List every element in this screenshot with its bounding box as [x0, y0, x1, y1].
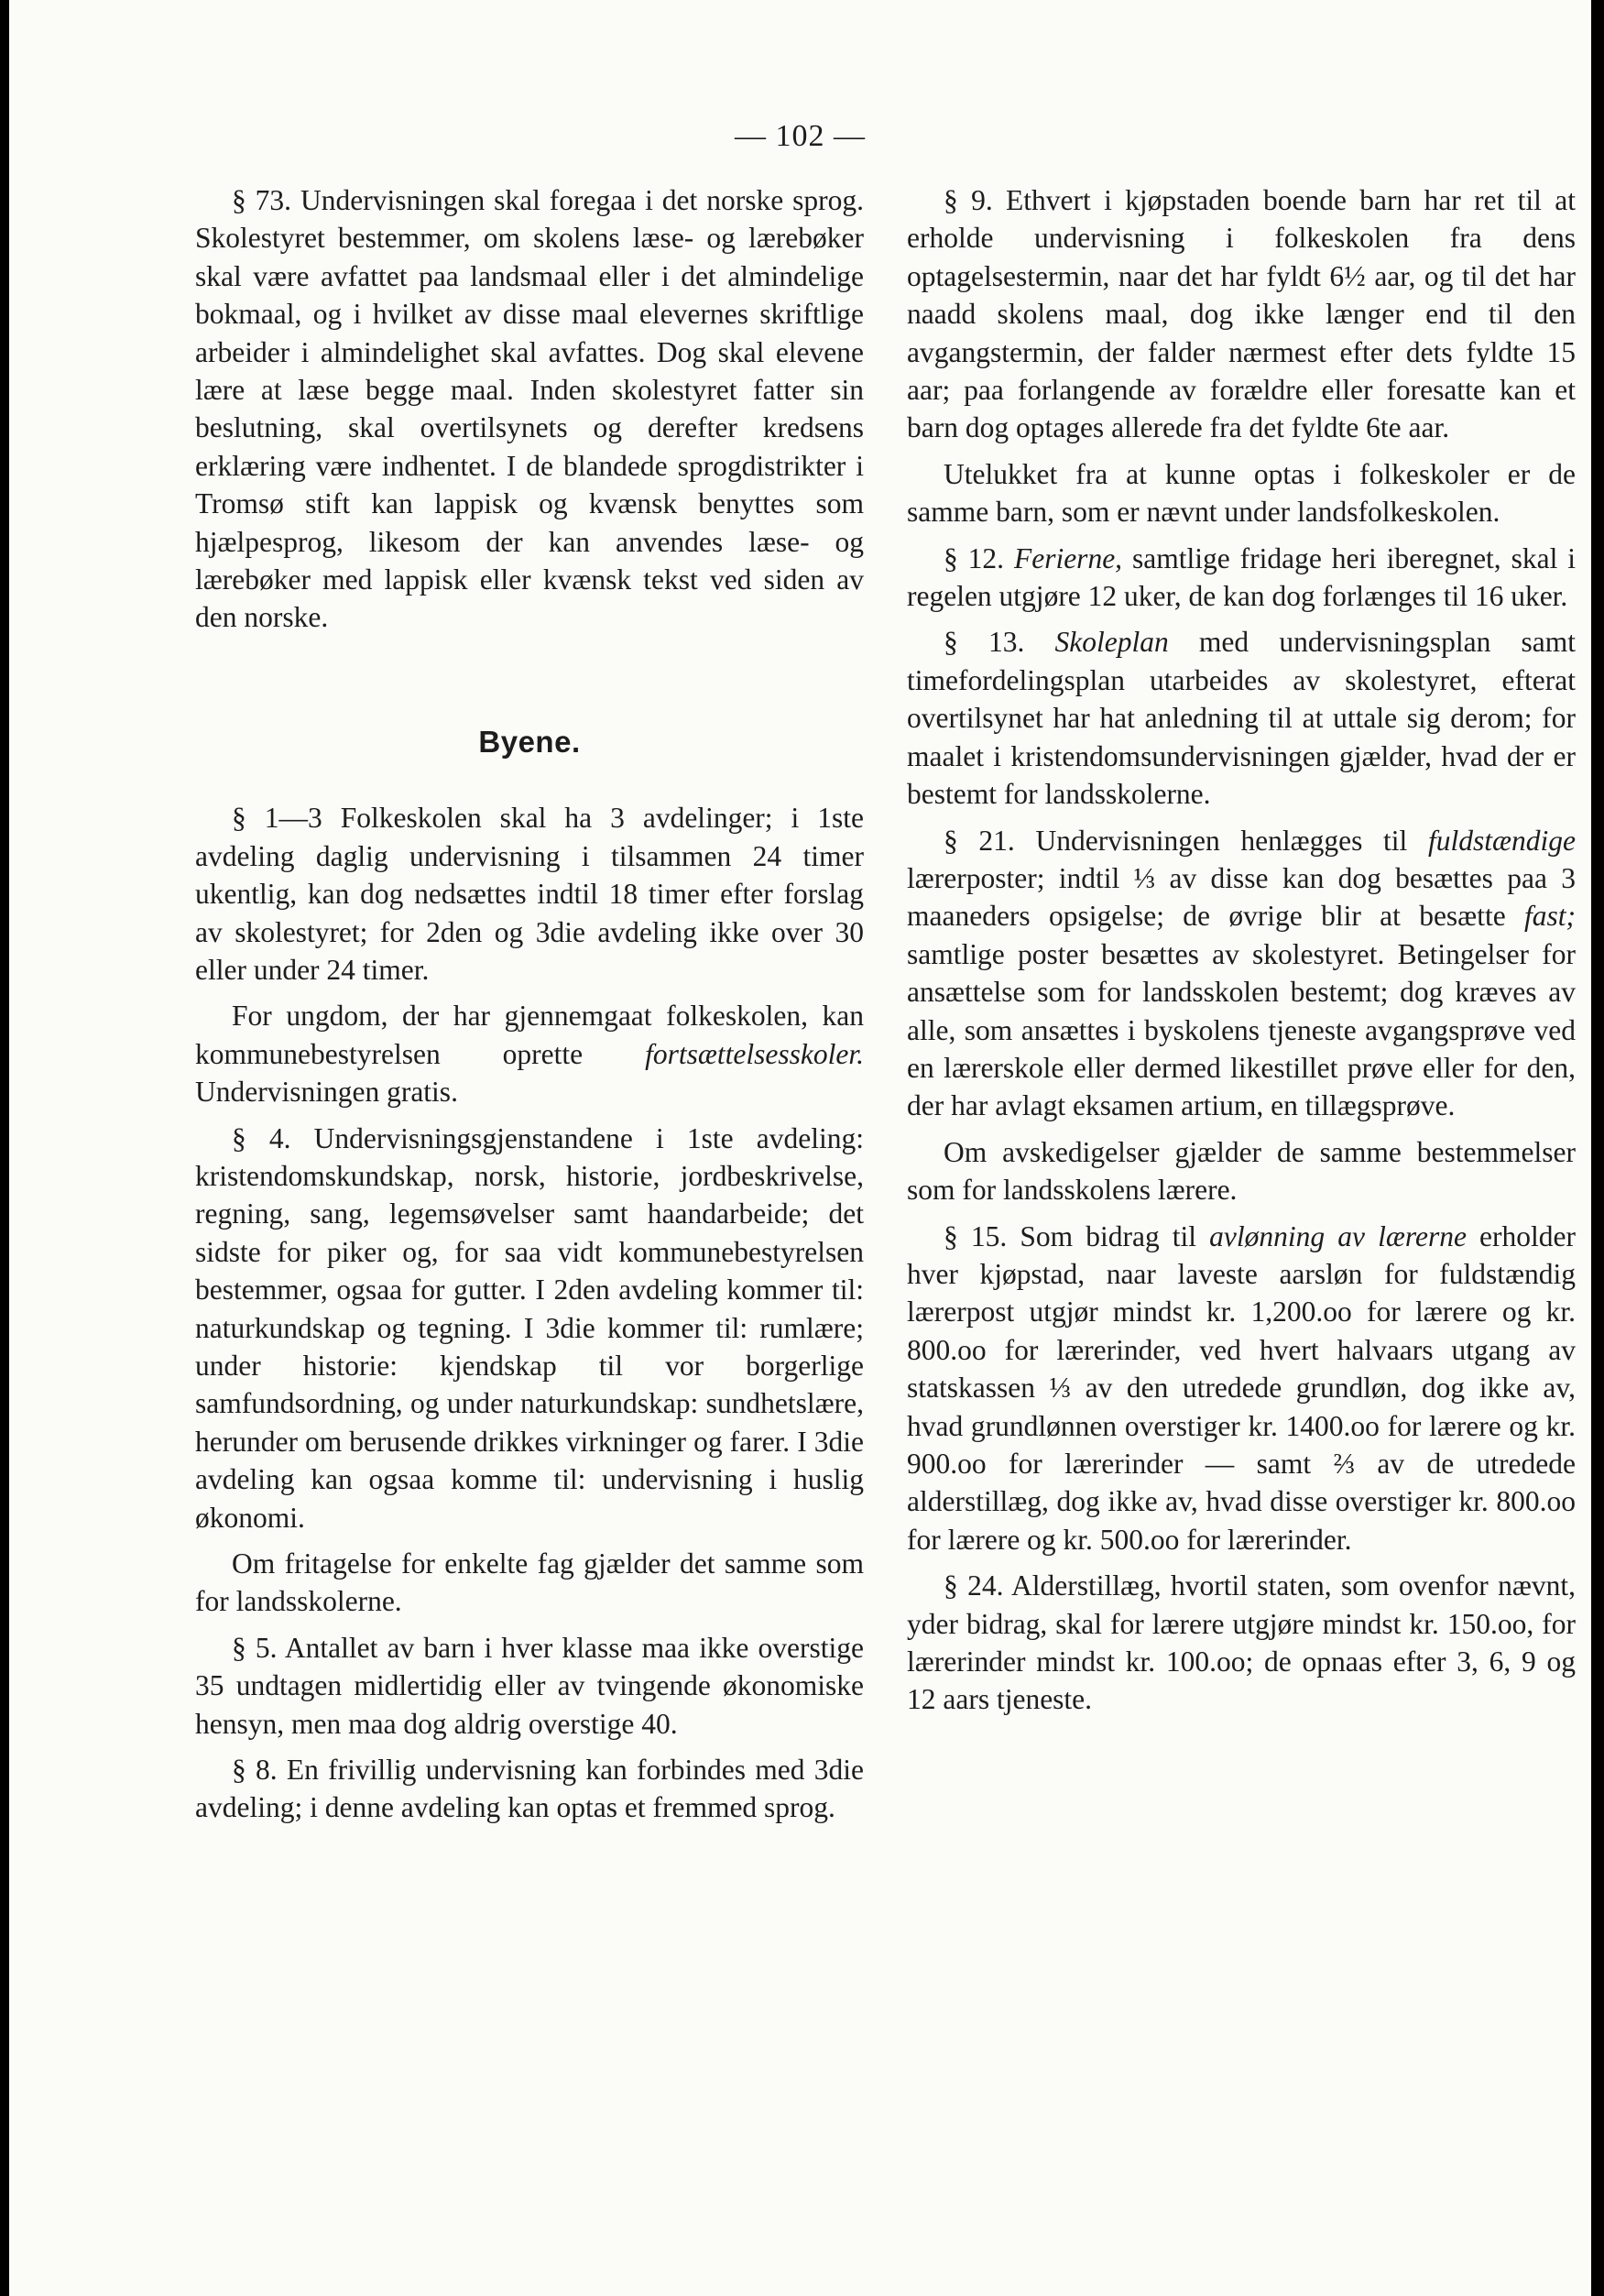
- text-run: § 13.: [944, 626, 1055, 659]
- text-run: lærerposter; indtil ⅓ av disse kan dog besættes paa 3 maaneders opsigelse; de øvrige blir at besætte: [907, 861, 1576, 933]
- paragraph-24: § 24. Alderstillæg, hvortil staten, som ovenfor nævnt, yder bidrag, skal for lærere utgjøre mindst kr. 150.oo, for lærerinder mindst kr. 100.oo; de opnaas efter 3, 6, 9 og 12 aars tjeneste.: [907, 1569, 1576, 1716]
- paragraph-73: § 73. Undervisningen skal foregaa i det norske sprog. Skolestyret bestemmer, om skolens læse- og lærebøker skal være avfattet paa landsmaal eller i det almindelige bokmaal, og i hvilket av disse maal elevernes skriftlige arbeider i almindelighet skal avfattes. Dog skal elevene lære at læse begge maal. Inden skolestyret fatter sin beslutning, skal overtilsynets og derefter kredsens erklæring være indhentet. I de blandede sprogdistrikter i Tromsø stift kan lappisk og kvænsk benyttes som hjælpesprog, likesom der kan anvendes læse- og lærebøker med lappisk eller kvænsk tekst ved siden av den norske.: [195, 184, 864, 634]
- paragraph-9: § 9. Ethvert i kjøpstaden boende barn har ret til at erholde undervisning i folkeskolen fra dens optagelsestermin, naar det har fyldt 6½ aar, og til det har naadd skolens maal, dog ikke længer end til den avgangstermin, der falder nærmest efter dets fyldte 15 aar; paa forlangende av forældre eller foresatte kan et barn dog optages allerede fra det fyldte 6te aar.: [907, 184, 1576, 444]
- paragraph-utelukket: Utelukket fra at kunne optas i folkeskoler er de samme barn, som er nævnt under landsfolkeskolen.: [907, 457, 1576, 529]
- paragraph-5: § 5. Antallet av barn i hver klasse maa ikke overstige 35 undtagen midlertidig eller av tvingende økonomiske hensyn, men maa dog aldrig overstige 40.: [195, 1631, 864, 1740]
- right-column: [907, 181, 1576, 1727]
- paragraph-fortsaettelsesskoler: [195, 997, 864, 1110]
- emphasis-fortsaettelsesskoler: fortsættelsesskoler.: [645, 1037, 864, 1070]
- paragraph-fritagelse: Om fritagelse for enkelte fag gjælder det samme som for landsskolerne.: [195, 1547, 864, 1618]
- document-page: [9, 0, 1591, 2296]
- emphasis-ferierne: Ferierne,: [1013, 541, 1123, 574]
- text-run: samtlige poster besættes av skolestyret. Betingelser for ansættelse som for landsskolen bestemt; dog kræves av alle, som ansættes i byskolens tjeneste avgangsprøve ved en lærerskole eller dermed likestillet prøve eller for den, der har avlagt eksamen artium, en tillægsprøve.: [907, 937, 1576, 1122]
- emphasis-fuldstaendige: fuldstændige: [1427, 824, 1576, 857]
- page-number: — 102 —: [735, 119, 866, 153]
- text-run: samtlige fridage heri iberegnet, skal i regelen utgjøre 12 uker, de kan dog forlænges til 16 uker.: [907, 541, 1577, 613]
- emphasis-skoleplan: Skoleplan: [1054, 626, 1169, 659]
- paragraph-8: § 8. En frivillig undervisning kan forbindes med 3die avdeling; i denne avdeling kan optas et fremmed sprog.: [195, 1754, 864, 1824]
- section-heading-byene: Byene.: [478, 724, 581, 759]
- paragraph-21: [907, 822, 1576, 1125]
- paragraph-15: [907, 1218, 1576, 1559]
- text-run: med undervisningsplan samt timefordelingsplan utarbeides av skolestyret, efterat overtilsynet har hat anledning til at uttale sig derom; for maalet i kristendomsundervisningen gjælder, hvad der er bestemt for landsskolerne.: [907, 626, 1577, 811]
- text-run: For ungdom, der har gjennemgaat folkeskolen, kan kommunebestyrelsen oprette: [195, 1000, 864, 1070]
- paragraph-avskedigelser: Om avskedigelser gjælder de samme bestemmelser som for landsskolens lærere.: [907, 1135, 1576, 1207]
- text-run: § 21. Undervisningen henlægges til: [944, 824, 1428, 857]
- text-run: § 12.: [944, 541, 1014, 574]
- paragraph-4: § 4. Undervisningsgjenstandene i 1ste avdeling: kristendomskundskap, norsk, historie, jordbeskrivelse, regning, sang, legemsøvelser samt haandarbeide; det sidste for piker og, for saa vidt kommunebestyrelsen bestemmer, ogsaa for gutter. I 2den avdeling kommer til: naturkundskap og tegning. I 3die kommer til: rumlære; under historie: kjendskap til vor borgerlige samfundsordning, og under naturkundskap: sundhetslære, herunder om berusende drikkes virkninger og farer. I 3die avdeling kan ogsaa komme til: undervisning i huslig økonomi.: [195, 1121, 864, 1534]
- left-column: [195, 181, 864, 1835]
- paragraph-13: [907, 623, 1576, 813]
- text-run: erholder hver kjøpstad, naar laveste aarsløn for fuldstændig lærerpost utgjør mindst kr. 1,200.oo for lærere og kr. 800.oo for lærerinder, ved hvert halvaars utgang av statskassen ⅓ av den utredede grundløn, dog ikke av, hvad grundlønnen overstiger kr. 1400.oo for lærere og kr. 900.oo for lærerinder — samt ⅔ av de utredede alderstillæg, dog ikke av, hvad disse overstiger kr. 800.oo for lærere og kr. 500.oo for lærerinder.: [907, 1219, 1576, 1556]
- paragraph-1-3: § 1—3 Folkeskolen skal ha 3 avdelinger; i 1ste avdeling daglig undervisning i tilsammen 24 timer ukentlig, kan dog nedsættes indtil 18 timer efter forslag av skolestyret; for 2den og 3die avdeling ikke over 30 eller under 24 timer.: [195, 802, 864, 986]
- emphasis-avlonning: avlønning av lærerne: [1209, 1219, 1467, 1252]
- emphasis-fast: fast;: [1523, 900, 1576, 933]
- paragraph-12: [907, 540, 1576, 616]
- text-run: Undervisningen gratis.: [195, 1076, 458, 1109]
- text-run: § 15. Som bidrag til: [944, 1219, 1210, 1252]
